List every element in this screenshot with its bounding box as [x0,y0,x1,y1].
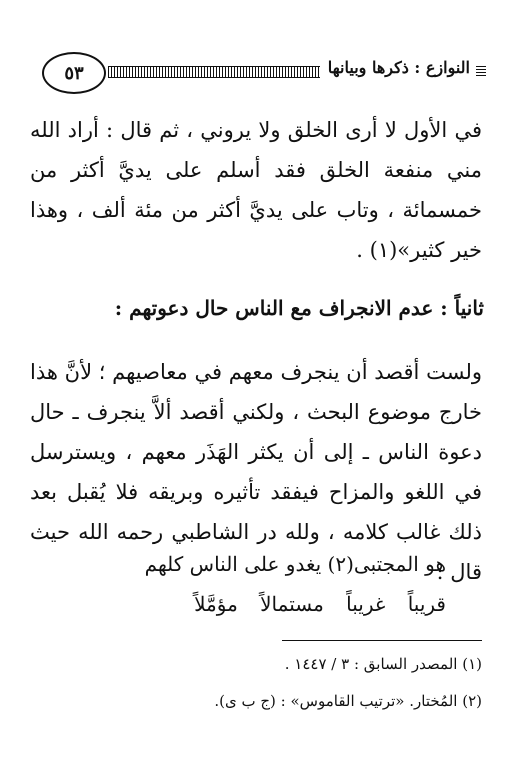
section-heading: ثانياً : عدم الانجراف مع الناس حال دعوتهم : [114,296,484,320]
page-header [18,52,486,92]
running-title: النوازع : ذكرها وبيانها [327,58,470,77]
verse-line-2: قريباً غريباً مستمالاً مؤمَّلاً [194,592,446,616]
footnote-1: (١) المصدر السابق : ٣ / ١٤٤٧ . [284,655,482,673]
paragraph-1: في الأول لا أرى الخلق ولا يروني ، ثم قال : أراد الله مني منفعة الخلق فقد أسلم على يديَّ أكثر من خمسمائة ، وتاب على يديَّ أكثر من مئة ألف ، وهذا خير كثير»(١) . [30,118,482,262]
footnote-2: (٢) المُختار. «ترتيب القاموس» : (ج ب ى). [214,692,482,710]
footnote-separator [282,640,482,641]
verse-line-1: هو المجتبى(٢) يغدو على الناس كلهم [144,552,446,576]
header-ornament-bar [108,66,320,78]
page-number: ٥٣ [42,52,106,94]
paragraph-2: ولست أقصد أن ينجرف معهم في معاصيهم ؛ لأنَّ هذا خارج موضوع البحث ، ولكني أقصد ألاَّ ينجرف ـ حال دعوة الناس ـ إلى أن يكثر الهَذَر معهم ، ويسترسل في اللغو والمزاح فيفقد تأثيره وبريقه فلا يُقبل بعد ذلك غالب كلامه ، ولله در الشاطبي رحمه الله حيث قال : [30,360,482,584]
header-ornament-mark [476,66,486,76]
